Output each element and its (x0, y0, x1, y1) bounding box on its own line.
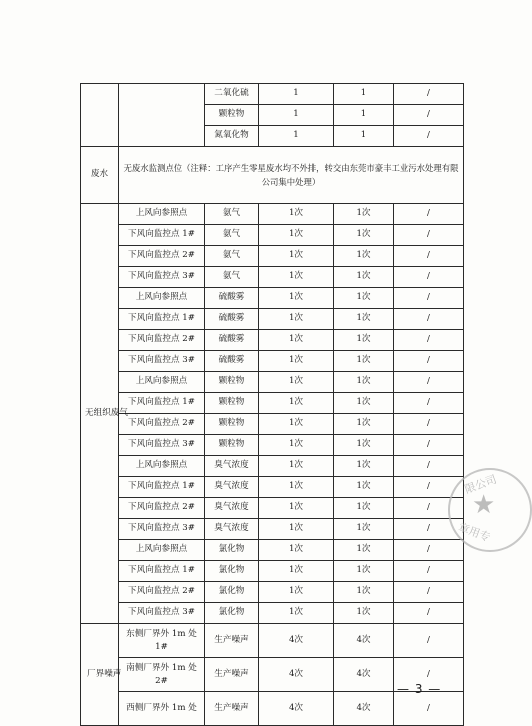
monitoring-point-cell: 西侧厂界外 1m 处 (119, 692, 205, 726)
freq-cell: / (394, 561, 464, 582)
freq-cell: / (394, 540, 464, 561)
monitoring-table (80, 83, 464, 726)
pollutant-cell: 二氧化硫 (205, 84, 259, 105)
pollutant-cell: 臭气浓度 (205, 477, 259, 498)
freq-cell: / (394, 246, 464, 267)
monitoring-point-cell: 上风向参照点 (119, 540, 205, 561)
pollutant-cell: 颗粒物 (205, 393, 259, 414)
freq-cell: 1次 (334, 477, 394, 498)
pollutant-cell: 臭气浓度 (205, 456, 259, 477)
monitoring-point-cell: 下风向监控点 2# (119, 414, 205, 435)
freq-cell: 1次 (259, 435, 334, 456)
freq-cell: 1次 (259, 561, 334, 582)
category-cell-wastewater: 废水 (81, 147, 119, 204)
wastewater-note: 无废水监测点位（注释：工序产生零星废水均不外排，转交由东莞市豪丰工业污水处理有限公司集中处理） (119, 147, 464, 204)
monitoring-point-cell: 上风向参照点 (119, 204, 205, 225)
freq-cell: 1次 (334, 582, 394, 603)
table-row (81, 351, 464, 372)
monitoring-point-cell: 下风向监控点 1# (119, 225, 205, 246)
pollutant-cell: 氨气 (205, 267, 259, 288)
category-cell-blank (81, 84, 119, 147)
freq-cell: 1次 (259, 267, 334, 288)
monitoring-point-cell: 上风向参照点 (119, 288, 205, 309)
freq-cell: 1次 (334, 456, 394, 477)
freq-cell: / (394, 477, 464, 498)
table-row (81, 84, 464, 105)
table-row (81, 204, 464, 225)
monitoring-point-cell: 下风向监控点 3# (119, 351, 205, 372)
pollutant-cell: 生产噪声 (205, 658, 259, 692)
pollutant-cell: 氯化物 (205, 540, 259, 561)
freq-cell: / (394, 309, 464, 330)
freq-cell: 1 (259, 84, 334, 105)
table-row (81, 456, 464, 477)
table-row (81, 692, 464, 726)
table-row (81, 582, 464, 603)
freq-cell: 4次 (334, 624, 394, 658)
pollutant-cell: 硫酸雾 (205, 309, 259, 330)
monitoring-point-cell: 下风向监控点 3# (119, 519, 205, 540)
freq-cell: / (394, 351, 464, 372)
freq-cell: 1 (334, 84, 394, 105)
freq-cell: 1次 (334, 330, 394, 351)
pollutant-cell: 氨气 (205, 204, 259, 225)
freq-cell: / (394, 372, 464, 393)
pollutant-cell: 硫酸雾 (205, 351, 259, 372)
monitoring-point-cell: 东侧厂界外 1m 处1# (119, 624, 205, 658)
monitoring-point-cell: 南侧厂界外 1m 处2# (119, 658, 205, 692)
freq-cell: / (394, 393, 464, 414)
freq-cell: 4次 (334, 692, 394, 726)
table-row (81, 393, 464, 414)
pollutant-cell: 氯化物 (205, 603, 259, 624)
freq-cell: 1次 (259, 540, 334, 561)
freq-cell: 1次 (259, 582, 334, 603)
table-row (81, 435, 464, 456)
monitoring-point-cell: 下风向监控点 2# (119, 498, 205, 519)
freq-cell: / (394, 582, 464, 603)
freq-cell: / (394, 603, 464, 624)
freq-cell: 1次 (334, 204, 394, 225)
freq-cell: 1次 (259, 246, 334, 267)
table-row (81, 225, 464, 246)
freq-cell: 1 (334, 105, 394, 126)
page-number: — 3 — (397, 682, 442, 696)
point-cell-blank (119, 84, 205, 147)
table-row (81, 246, 464, 267)
table-row (81, 561, 464, 582)
monitoring-point-cell: 下风向监控点 1# (119, 561, 205, 582)
pollutant-cell: 氨气 (205, 225, 259, 246)
freq-cell: / (394, 204, 464, 225)
freq-cell: 1次 (259, 309, 334, 330)
freq-cell: 1次 (334, 267, 394, 288)
freq-cell: 1次 (334, 246, 394, 267)
freq-cell: 4次 (259, 624, 334, 658)
freq-cell: / (394, 267, 464, 288)
monitoring-point-cell: 下风向监控点 3# (119, 603, 205, 624)
freq-cell: 1次 (259, 456, 334, 477)
freq-cell: 1次 (334, 435, 394, 456)
freq-cell: 1次 (259, 330, 334, 351)
table-row (81, 309, 464, 330)
monitoring-point-cell: 下风向监控点 1# (119, 393, 205, 414)
pollutant-cell: 氨气 (205, 246, 259, 267)
monitoring-point-cell: 下风向监控点 3# (119, 267, 205, 288)
freq-cell: / (394, 498, 464, 519)
freq-cell: / (394, 435, 464, 456)
freq-cell: 4次 (259, 658, 334, 692)
pollutant-cell: 硫酸雾 (205, 330, 259, 351)
seal-text-top: 限公司 (462, 472, 499, 497)
table-row (81, 519, 464, 540)
pollutant-cell: 氮氧化物 (205, 126, 259, 147)
freq-cell: / (394, 126, 464, 147)
category-cell-noise: 厂界噪声 (81, 624, 119, 726)
freq-cell: 1次 (259, 393, 334, 414)
seal-text-bottom: 章用专 (456, 520, 493, 545)
freq-cell: / (394, 692, 464, 726)
freq-cell: 1次 (334, 225, 394, 246)
freq-cell: 1次 (259, 477, 334, 498)
freq-cell: 1次 (334, 288, 394, 309)
pollutant-cell: 生产噪声 (205, 624, 259, 658)
freq-cell: / (394, 624, 464, 658)
freq-cell: 1次 (334, 372, 394, 393)
freq-cell: 1次 (334, 351, 394, 372)
pollutant-cell: 臭气浓度 (205, 519, 259, 540)
freq-cell: 1次 (259, 519, 334, 540)
freq-cell: 4次 (259, 692, 334, 726)
table-row (81, 288, 464, 309)
monitoring-point-cell: 下风向监控点 3# (119, 435, 205, 456)
freq-cell: / (394, 84, 464, 105)
monitoring-point-cell: 上风向参照点 (119, 456, 205, 477)
freq-cell: 1次 (334, 561, 394, 582)
freq-cell: 1次 (334, 498, 394, 519)
freq-cell: 1次 (334, 540, 394, 561)
freq-cell: 4次 (334, 658, 394, 692)
freq-cell: / (394, 225, 464, 246)
freq-cell: 1次 (259, 225, 334, 246)
freq-cell: / (394, 658, 464, 692)
company-seal-stamp (448, 468, 532, 552)
wastewater-row (81, 147, 464, 204)
monitoring-point-cell: 下风向监控点 2# (119, 582, 205, 603)
table-row (81, 498, 464, 519)
table-row (81, 414, 464, 435)
freq-cell: 1次 (259, 603, 334, 624)
freq-cell: 1次 (259, 372, 334, 393)
table-row (81, 603, 464, 624)
freq-cell: 1 (259, 105, 334, 126)
category-cell-fugitive: 无组织废气 (81, 204, 119, 624)
freq-cell: 1次 (334, 309, 394, 330)
monitoring-point-cell: 下风向监控点 1# (119, 309, 205, 330)
freq-cell: 1次 (259, 204, 334, 225)
monitoring-point-cell: 下风向监控点 1# (119, 477, 205, 498)
pollutant-cell: 氯化物 (205, 561, 259, 582)
table-row (81, 267, 464, 288)
monitoring-point-cell: 上风向参照点 (119, 372, 205, 393)
freq-cell: 1次 (259, 414, 334, 435)
freq-cell: 1次 (334, 393, 394, 414)
pollutant-cell: 颗粒物 (205, 372, 259, 393)
freq-cell: / (394, 414, 464, 435)
freq-cell: 1次 (334, 603, 394, 624)
pollutant-cell: 氯化物 (205, 582, 259, 603)
freq-cell: 1次 (334, 519, 394, 540)
table-row (81, 540, 464, 561)
freq-cell: / (394, 519, 464, 540)
table-row (81, 624, 464, 658)
pollutant-cell: 颗粒物 (205, 414, 259, 435)
freq-cell: 1次 (259, 498, 334, 519)
freq-cell: 1次 (259, 288, 334, 309)
freq-cell: / (394, 456, 464, 477)
monitoring-point-cell: 下风向监控点 2# (119, 330, 205, 351)
freq-cell: 1次 (259, 351, 334, 372)
freq-cell: 1 (259, 126, 334, 147)
freq-cell: / (394, 330, 464, 351)
pollutant-cell: 颗粒物 (205, 435, 259, 456)
table-row (81, 477, 464, 498)
monitoring-point-cell: 下风向监控点 2# (119, 246, 205, 267)
freq-cell: 1 (334, 126, 394, 147)
table-row (81, 330, 464, 351)
table-row (81, 372, 464, 393)
pollutant-cell: 颗粒物 (205, 105, 259, 126)
freq-cell: / (394, 105, 464, 126)
freq-cell: / (394, 288, 464, 309)
freq-cell: 1次 (334, 414, 394, 435)
star-icon: ★ (472, 490, 496, 520)
pollutant-cell: 臭气浓度 (205, 498, 259, 519)
pollutant-cell: 硫酸雾 (205, 288, 259, 309)
pollutant-cell: 生产噪声 (205, 692, 259, 726)
